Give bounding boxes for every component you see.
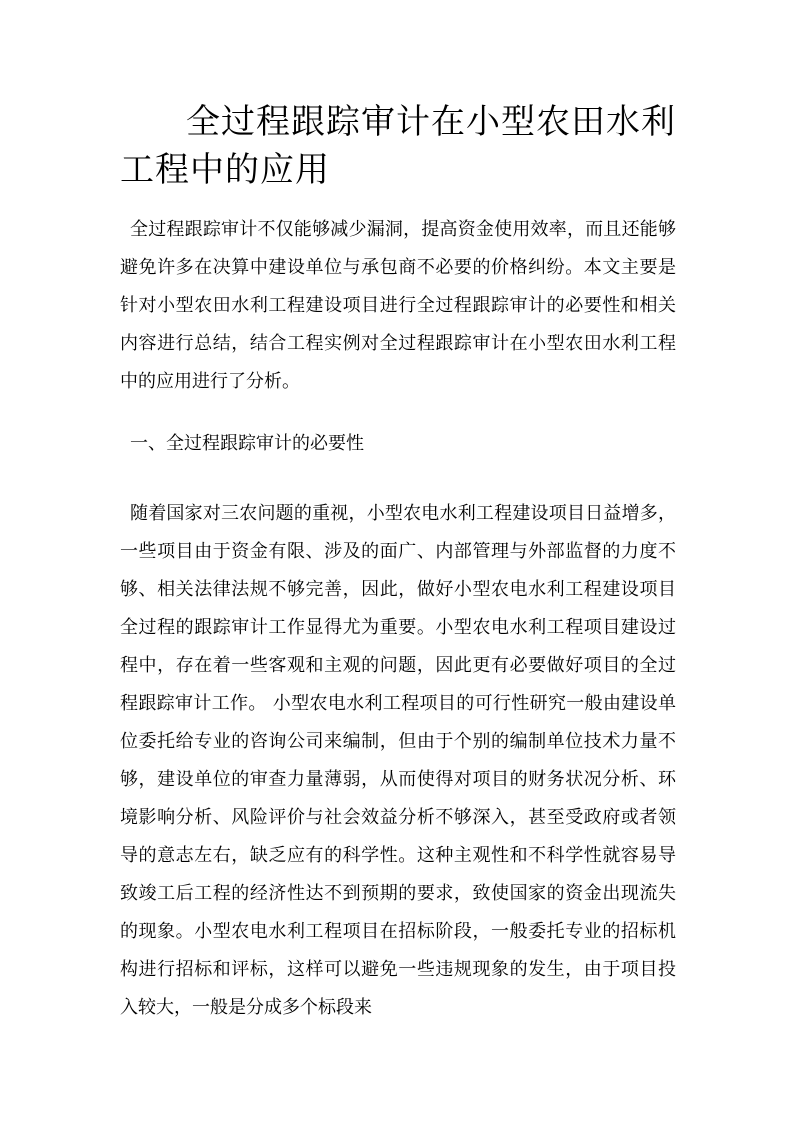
body-paragraph: 随着国家对三农问题的重视，小型农电水利工程建设项目日益增多，一些项目由于资金有限、涉及的面广、内部管理与外部监督的力度不够、相关法律法规不够完善，因此，做好小型农电水利工程建设项目全过程的跟踪审计工作显得尤为重要。小型农电水利工程项目建设过程中，存在着一些客观和主观的问题，因此更有必要做好项目的全过程跟踪审计工作。 小型农电水利工程项目的可行性研究一般由建设单位委托给专业的咨询公司来编制，但由于个别的编制单位技术力量不够，建设单位的审查力量薄弱，从而使得对项目的财务状况分析、环境影响分析、风险评价与社会效益分析不够深入，甚至受政府或者领导的意志左右，缺乏应有的科学性。这种主观性和不科学性就容易导致竣工后工程的经济性达不到预期的要求，致使国家的资金出现流失的现象。小型农电水利工程项目在招标阶段，一般委托专业的招标机构进行招标和评标，这样可以避免一些违规现象的发生，由于项目投入较大，一般是分成多个标段来 <box>120 503 676 1018</box>
abstract-paragraph: 全过程跟踪审计不仅能够减少漏洞，提高资金使用效率，而且还能够避免许多在决算中建设单位与承包商不必要的价格纠纷。本文主要是针对小型农田水利工程建设项目进行全过程跟踪审计的必要性和相关内容进行总结，结合工程实例对全过程跟踪审计在小型农田水利工程中的应用进行了分析。 <box>120 219 676 392</box>
document-title: 全过程跟踪审计在小型农田水利工程中的应用 <box>120 102 676 190</box>
section-heading: 一、全过程跟踪审计的必要性 <box>130 433 364 454</box>
